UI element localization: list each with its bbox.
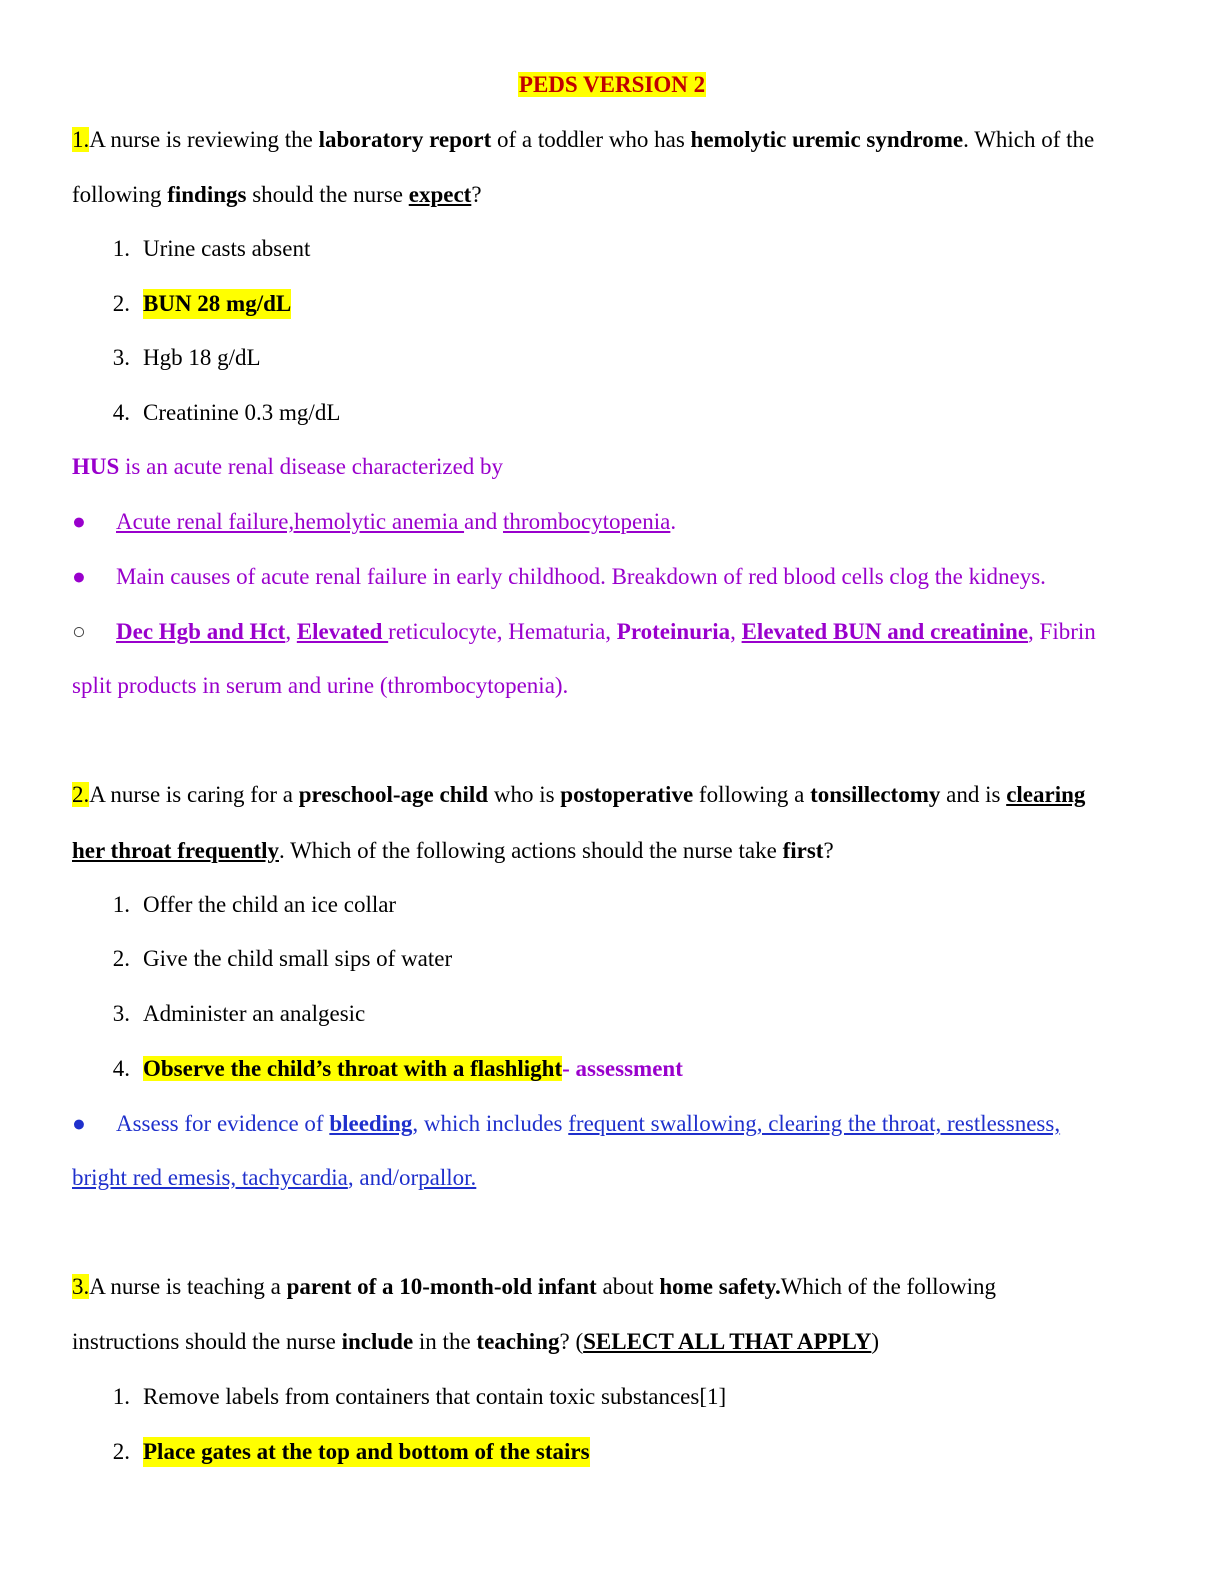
- document-page: PEDS VERSION 2 1.A nurse is reviewing the laboratory report of a toddler who has hemolytic uremic syndrome. Which of the following findings should the nurse expect? 1. Urine casts absent 2. BUN 28 mg/dL 3. Hgb 18 g/dL 4. Creatinine 0.3 mg/dL HUS is an acute renal disease characterized by ● Acute renal failure,hemolytic anemia and thrombocytopenia. ● Main causes of acute renal failure in early childhood. Breakdown of red blood cells clog the kidneys. ○ Dec Hgb and Hct, Elevated reticulocyte, Hematuria, Proteinuria, Elevated BUN and creatinine, Fibrin split products in serum and urine (thrombocytopenia). 2.A nurse is caring for a preschool-age child who is postoperative following a tonsillectomy and is clearing her throat frequently. Which of the following actions should the nurse take first? 1. Offer the child an ice collar 2. Give the child small sips of water 3. Administer an analgesic 4. Observe the child’s throat with a flashlight- assessment ● Assess for evidence of bleeding, which includes frequent swallowing, clearing the throat, restlessness, bright red emesis, tachycardia, and/orpallor. 3.A nurse is teaching a parent of a 10-month-old infant about home safety.Which of the following instructions should the nurse include in the teaching? (SELECT ALL THAT APPLY) 1. Remove labels from containers that contain toxic substances[1] 2. Place gates at the top and bottom of the stairs: [0, 0, 1224, 1584]
- q2-stem-line-1: 2.A nurse is caring for a preschool-age child who is postoperative following a tonsillectomy and is clearing: [72, 782, 1086, 807]
- q1-number: 1.: [72, 127, 90, 152]
- q1-stem-line-1: 1.A nurse is reviewing the laboratory report of a toddler who has hemolytic uremic syndrome. Which of the: [72, 127, 1095, 152]
- q2-number: 2.: [72, 782, 90, 807]
- q1-stem-line-2: following findings should the nurse expect?: [72, 182, 482, 207]
- q3-stem-line-2: instructions should the nurse include in the teaching? (SELECT ALL THAT APPLY): [72, 1329, 880, 1354]
- q3-number: 3.: [72, 1274, 90, 1299]
- q2-stem-line-2: her throat frequently. Which of the following actions should the nurse take first?: [72, 838, 834, 863]
- q1-rationale-subbullet-cont: split products in serum and urine (thrombocytopenia).: [72, 673, 569, 698]
- q3-stem-line-1: 3.A nurse is teaching a parent of a 10-month-old infant about home safety.Which of the following: [72, 1274, 996, 1299]
- document-title: PEDS VERSION 2: [518, 72, 706, 97]
- q1-rationale-intro: HUS is an acute renal disease characterized by: [72, 454, 504, 479]
- q2-rationale-cont: bright red emesis, tachycardia, and/orpallor.: [72, 1165, 477, 1190]
